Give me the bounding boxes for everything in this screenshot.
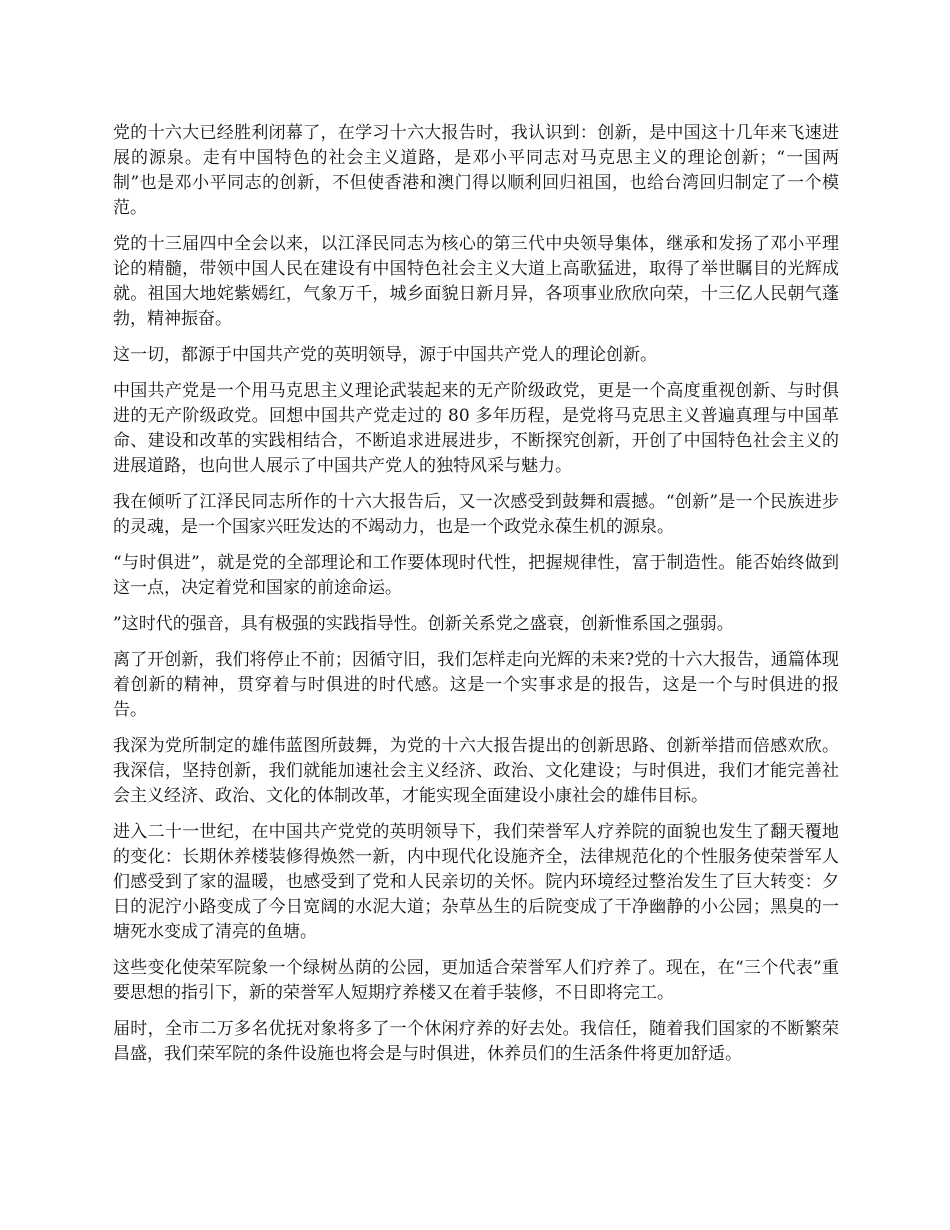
paragraph: 我深为党所制定的雄伟蓝图所鼓舞，为党的十六大报告提出的创新思路、创新举措而倍感欢欣。我深信，坚持创新，我们就能加速社会主义经济、政治、文化建设；与时俱进，我们才能完善社会主义经济、政治、文化的体制改革，才能实现全面建设小康社会的雄伟目标。 [113, 736, 839, 806]
paragraph: 我在倾听了江泽民同志所作的十六大报告后，又一次感受到鼓舞和震撼。“创新”是一个民族进步的灵魂，是一个国家兴旺发达的不竭动力，也是一个政党永葆生机的源泉。 [113, 492, 839, 537]
paragraph: 这一切，都源于中国共产党的英明领导，源于中国共产党人的理论创新。 [113, 345, 657, 365]
paragraph: 中国共产党是一个用马克思主义理论武装起来的无产阶级政党，更是一个高度重视创新、与时俱进的无产阶级政党。回想中国共产党走过的 80 多年历程，是党将马克思主义普遍真理与中国革命、建设和改革的实践相结合，不断追求进展进步，不断探究创新，开创了中国特色社会主义的进展道路，也向世人展示了中国共产党人的独特风采与魅力。 [113, 381, 839, 476]
paragraph: 届时，全市二万多名优抚对象将多了一个休闲疗养的好去处。我信任，随着我们国家的不断繁荣昌盛，我们荣军院的条件设施也将会是与时俱进，休养员们的生活条件将更加舒适。 [113, 1019, 839, 1064]
paragraph: “与时俱进”，就是党的全部理论和工作要体现时代性，把握规律性，富于制造性。能否始终做到这一点，决定着党和国家的前途命运。 [113, 553, 839, 598]
paragraph: 这些变化使荣军院象一个绿树丛荫的公园，更加适合荣誉军人们疗养了。现在，在“三个代表”重要思想的指引下，新的荣誉军人短期疗养楼又在着手装修，不日即将完工。 [113, 958, 839, 1003]
paragraph: 党的十三届四中全会以来，以江泽民同志为核心的第三代中央领导集体，继承和发扬了邓小平理论的精髓，带领中国人民在建设有中国特色社会主义大道上高歌猛进，取得了举世瞩目的光辉成就。祖国大地姹紫嫣红，气象万千，城乡面貌日新月异，各项事业欣欣向荣，十三亿人民朝气蓬勃，精神振奋。 [113, 234, 839, 329]
paragraph: 党的十六大已经胜利闭幕了，在学习十六大报告时，我认识到：创新，是中国这十几年来飞速进展的源泉。走有中国特色的社会主义道路，是邓小平同志对马克思主义的理论创新；“一国两制”也是邓小平同志的创新，不但使香港和澳门得以顺利回归祖国，也给台湾回归制定了一个模范。 [113, 123, 839, 218]
paragraph: ”这时代的强音，具有极强的实践指导性。创新关系党之盛衰，创新惟系国之强弱。 [113, 614, 734, 634]
paragraph: 进入二十一世纪，在中国共产党党的英明领导下，我们荣誉军人疗养院的面貌也发生了翻天覆地的变化：长期休养楼装修得焕然一新，内中现代化设施齐全，法律规范化的个性服务使荣誉军人们感受到了家的温暖，也感受到了党和人民亲切的关怀。院内环境经过整治发生了巨大转变：夕日的泥泞小路变成了今日宽阔的水泥大道；杂草丛生的后院变成了干净幽静的小公园；黑臭的一塘死水变成了清亮的鱼塘。 [113, 822, 839, 942]
paragraph: 离了开创新，我们将停止不前；因循守旧，我们怎样走向光辉的未来?党的十六大报告，通篇体现着创新的精神，贯穿着与时俱进的时代感。这是一个实事求是的报告，这是一个与时俱进的报告。 [113, 650, 839, 720]
document-body [113, 121, 839, 1078]
